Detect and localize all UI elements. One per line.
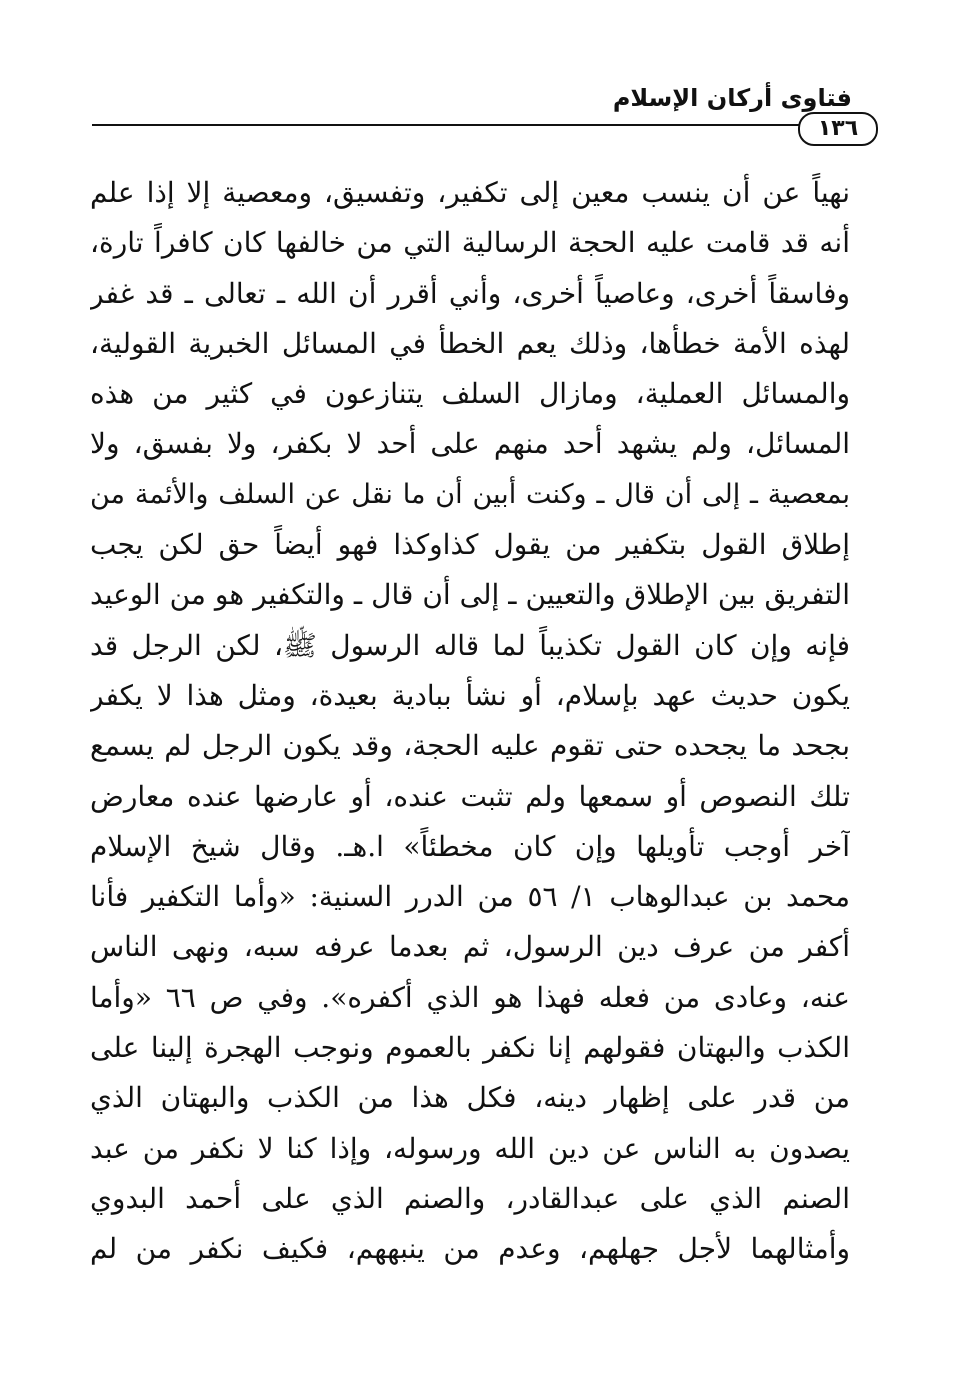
- body-text: [90, 168, 850, 1275]
- text-line: بمعصية ـ إلى أن قال ـ وكنت أبين أن ما نقل عن السلف والأئمة من: [90, 478, 850, 510]
- text-line: نهياً عن أن ينسب معين إلى تكفير، وتفسيق، ومعصية إلا إذا علم: [90, 176, 850, 209]
- text-line: تلك النصوص أو سمعها ولم تثبت عنده، أو عارضها عنده معارض: [90, 779, 850, 813]
- text-line: فإنه وإن كان القول تكذيباً لما قاله الرسول ﷺ، لكن الرجل قد: [90, 628, 850, 662]
- text-line: بجحد ما يجحده حتى تقوم عليه الحجة، وقد يكون الرجل لم يسمع: [90, 729, 850, 763]
- text-line: وأمثالهما لأجل جهلهم، وعدم من ينبههم، فكيف نكفر من لم: [90, 1232, 850, 1266]
- text-line: لهذه الأمة خطأها، وذلك يعم الخطأ في المسائل الخبرية القولية،: [90, 326, 850, 360]
- text-line: التفريق بين الإطلاق والتعيين ـ إلى أن قال ـ والتكفير هو من الوعيد: [90, 578, 850, 612]
- text-line: محمد بن عبدالوهاب ١/ ٥٦ من الدرر السنية: «وأما التكفير فأنا: [90, 880, 850, 914]
- text-line: إطلاق القول بتكفير من يقول كذاوكذا فهو أيضاً حق لكن يجب: [90, 528, 850, 562]
- text-line: الكذب والبهتان فقولهم إنا نكفر بالعموم ونوجب الهجرة إلينا على: [90, 1031, 850, 1065]
- text-line: يصدون به الناس عن دين الله ورسوله، وإذا كنا لا نكفر من عبد: [90, 1131, 850, 1165]
- text-line: عنه، وعادى من فعله فهذا هو الذي أكفره». وفي ص ٦٦ «وأما: [90, 980, 850, 1014]
- text-line: أنه قد قامت عليه الحجة الرسالية التي من خالفها كان كافراً تارة،: [90, 226, 850, 260]
- text-line: والمسائل العملية، ومازال السلف يتنازعون في كثير من هذه: [90, 377, 850, 411]
- text-line: آخر أوجب تأويلها وإن كان مخطئاً» ا.هـ. وقال شيخ الإسلام: [90, 829, 850, 863]
- text-line: يكون حديث عهد بإسلام، أو نشأ ببادية بعيدة، ومثل هذا لا يكفر: [90, 678, 850, 712]
- text-line: أكفر من عرف دين الرسول، ثم بعدما عرفه سبه، ونهى الناس: [90, 930, 850, 964]
- text-line: المسائل، ولم يشهد أحد منهم على أحد لا بكفر، ولا بفسق، ولا: [90, 427, 850, 461]
- header-rule: [92, 124, 800, 126]
- text-line: من قدر على إظهار دينه، فكل هذا من الكذب والبهتان الذي: [90, 1081, 850, 1115]
- running-title: فتاوى أركان الإسلام: [612, 84, 852, 112]
- text-line: الصنم الذي على عبدالقادر، والصنم الذي على أحمد البدوي: [90, 1181, 850, 1215]
- text-line: وفاسقاً أخرى، وعاصياً أخرى، وأني أقرر أن الله ـ تعالى ـ قد غفر: [90, 276, 850, 310]
- page-number: ١٣٦: [798, 112, 878, 146]
